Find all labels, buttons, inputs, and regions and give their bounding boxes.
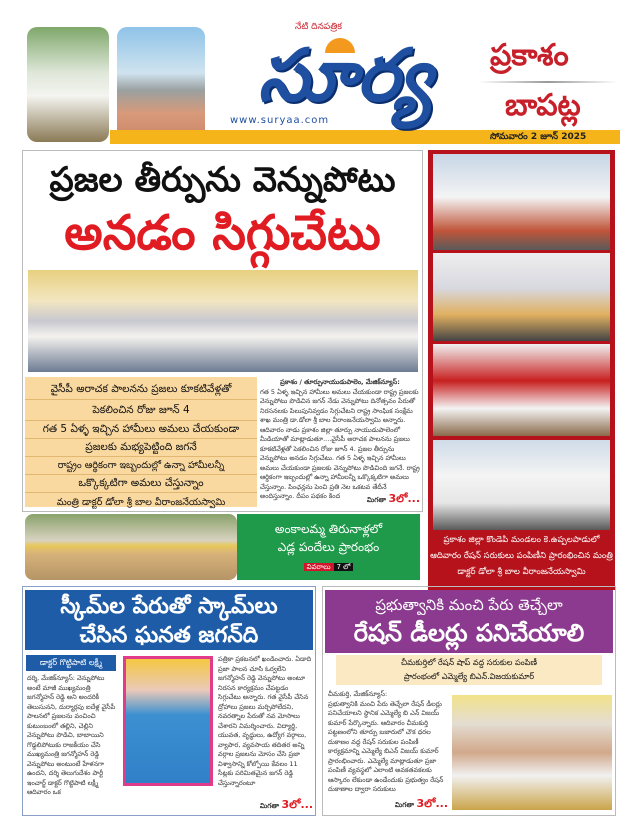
highlight-line: వైసీపీ అరాచక పాలనను ప్రజలు కూకటివేళ్లతో — [25, 379, 257, 400]
scams-body-col2: పత్రికా ప్రకటనలో ఖండించారు. ఏడాది ప్రజా పాలన చూసి ఓర్వలేని జగన్మోహన్ రెడ్డి వెన్నుపోటు అంటూ నిరసన కార్యక్రమం చేపట్టడం సిగ్గుచేటు అన్నారు. గత వైసీపీ చేసిన ద్రోహాలు ప్రజలు మర్చిపోలేదని, నవరత్నాల పేరుతో నవ మోసాలు చేశారని విమర్శించారు. విద్యార్థి, యువత, వృద్ధులు, ఉద్యోగ వర్గాలు, వ్యాపార, వ్యవసాయ తదితర అన్ని వర్గాల ప్రజలను మోసం చేసి ప్రజా విశ్వాసాన్ని కోల్పోయి కేవలం 11 సీట్లకు పరిమితమైన జగన్ రెడ్డి చేస్తున్నారంటూ — [218, 655, 312, 787]
lead-headline-2: అనడం సిగ్గుచేటు — [64, 205, 381, 261]
edition-name-1: ప్రకాశం — [490, 38, 569, 73]
highlight-line: ప్రజలకు మభ్యపెట్టింది జగనే — [25, 439, 257, 457]
highlight-line: గత 5 ఏళ్ళ ఇచ్చిన హామీలు అమలు చేయకుండా — [25, 421, 257, 439]
ration-body: ప్రభుత్వానికి మంచి పేరు తెచ్చేలా రేషన్ డీలర్లు పనిచేయాలని స్థానిక ఎమ్మెల్యే బి ఎన్ విజయ్ కుమార్ పేర్కొన్నారు. ఆదివారం చీమకుర్తి పట్టణంలోని తూర్పు బజారులో చౌక ధరల దుకాణం వద్ద రేషన్ సరుకుల పంపిణీ కార్యక్రమాన్ని ఎమ్మెల్యే బిఎన్ విజయ్ కుమార్ ప్రారంభించారు. ఎమ్మెల్యే మాట్లాడుతూ ప్రజా పంపిణీ వ్యవస్థలో ఎలాంటి అవకతవకలకు ఆస్కారం లేకుండా ఉండేందుకు ప్రభుత్వం రేషన్ దుకాణాల ద్వారా సరుకులు — [328, 699, 444, 793]
right-photo-column — [428, 150, 615, 590]
scams-body-col2-wrap — [218, 655, 313, 813]
scams-headline: స్కీమ్‌ల పేరుతో స్కామ్‌లు చేసిన ఘనత జగన్‌ది — [25, 590, 313, 650]
issue-date: సోమవారం 2 జూన్ 2025 — [490, 132, 587, 142]
lead-headline-1: ప్రజల తీర్పును వెన్నుపోటు — [49, 160, 396, 200]
continued-link[interactable]: మిగతా 3లో... — [394, 796, 448, 810]
teaser-line-2: ఎడ్ల పందేలు ప్రారంభం — [277, 540, 380, 554]
highlight-line: పెకలించిన రోజు జూన్ 4 — [25, 400, 257, 421]
masthead-photo-bull — [27, 27, 109, 142]
photo-minister-3 — [433, 344, 610, 436]
bull-race-photo — [25, 514, 237, 580]
lead-dateline: ప్రకాశం / తూర్పునాయుడుపాలెం, మేజిక్‌న్యూస్: — [280, 378, 400, 386]
photo-minister-1 — [433, 154, 610, 250]
photo-minister-4 — [433, 440, 610, 530]
continued-link[interactable]: మిగతా 3లో... — [259, 798, 313, 811]
lead-body-column — [260, 378, 420, 508]
scams-body-col1: దర్శి, మేజిక్‌న్యూస్: వెన్నుపోటు అంటే మాజీ ముఖ్యమంత్రి జగన్మోహన్ రెడ్డి అని అందరికీ తెలుసునని, దుర్మార్గపు ఐదేళ్ల వైసీపీ పాలనలో ప్రజలను వంచించి కుటుంబంలో తల్లిని, చెల్లిని వెన్నుపోటు పొడిచి, బాబాయిని గొడ్డలిపోటుకు రాజకీయం చేసి ముఖ్యమంత్రి జగన్మోహన్ రెడ్డి వెన్నుపోటు అంటుంటే హేళనగా ఉందని, దర్శి తెలుగుదేశం పార్టీ ఇంచార్జ్ డాక్టర్ గొట్టిపాటి లక్ష్మీ ఆదివారం ఒక — [27, 674, 116, 796]
highlight-line: రాష్ట్రం ఆర్థికంగా ఇబ్బందుల్లో ఉన్నా హామీలన్నీ — [25, 457, 257, 475]
speaker-photo — [123, 656, 213, 786]
ration-dateline: చీమకుర్తి, మేజిక్‌న్యూస్: — [328, 690, 388, 698]
masthead-photo-beach — [117, 27, 205, 142]
ration-headline: ప్రభుత్వానికి మంచి పేరు తెచ్చేలా రేషన్ డీలర్లు పనిచేయాలి — [325, 590, 613, 653]
photo-minister-2 — [433, 253, 610, 341]
lead-highlights — [25, 377, 257, 507]
right-photo-caption: ప్రకాశం జిల్లా కొండెపి మండలం కె.ఉప్పలపాడులో ఆదివారం రేషన్ సరుకులు పంపిణీని ప్రారంభించిన మంత్రి డాక్టర్ డోలా శ్రీ బాల వీరాంజనేయస్వామి — [430, 535, 613, 577]
details-tag[interactable]: వివరాలు 7 లో — [304, 562, 354, 573]
newspaper-logo: సూర్య — [257, 33, 433, 117]
bull-race-teaser[interactable] — [237, 514, 420, 580]
highlight-line: ఒక్కొక్కటిగా అమలు చేస్తున్నాం — [25, 475, 257, 493]
ration-subheadline: చీమకుర్తిలో రేషన్ షాప్ వద్ద సరుకుల పంపిణీ ప్రారంభంలో ఎమ్మెల్యే బిఎన్.విజయకుమార్ — [336, 655, 602, 685]
divider — [478, 81, 618, 83]
lead-photo — [28, 270, 418, 372]
website-url[interactable]: www.suryaa.com — [230, 115, 330, 126]
ration-distribution-photo — [452, 695, 612, 810]
teaser-line-1: అంకాలమ్మ తిరునాళ్లలో — [274, 522, 383, 536]
highlight-line: మంత్రి డాక్టర్ డోలా శ్రీ బాల వీరాంజనేయస్వామి — [56, 497, 226, 508]
lead-body: గత 5 ఏళ్ళ ఇచ్చిన హామీలు అమలు చేయకుండా రాష్ట్ర ప్రజలకు వెన్నుపోటు పొడిచిన జగన్ నేడు వెన్నుపోటు దినోత్సవం పేరుతో నిరసనలకు పిలుపునివ్వడం సిగ్గుచేటని రాష్ట్ర సాంఘిక సంక్షేమ శాఖ మంత్రి డా.డోలా శ్రీ బాల వీరాంజనేయస్వామి అన్నారు. ఆదివారం నాడు ప్రకాశం జిల్లా తూర్పు నాయుడుపాలెంలో మీడియాతో మాట్లాడుతూ....వైసీపీ అరాచక పాలనను ప్రజలు కూకటివేళ్లతో పెకలించిన రోజు జూన్ 4. ప్రజల తీర్పును వెన్నుపోటు అనడం సిగ్గుచేటు. గత 5 ఏళ్ళ ఇచ్చిన హామీలు అమలు చేయకుండా ప్రజలకు వెన్నుపోటు పొడిచింది జగనే. రాష్ట్ర ఆర్థికంగా ఇబ్బందుల్లో ఉన్నా హామీలన్నీ ఒక్కొక్కటిగా అమలు చేస్తున్నాం. పింఛన్లను పెంచి ప్రతి నెల ఒకటవ తేదీనే అందిస్తున్నాం. దీపం పథకం కింద — [260, 387, 420, 500]
scams-byline: డాక్టర్ గొట్టిపాటి లక్ష్మీ — [26, 655, 116, 671]
ration-body-column — [328, 690, 448, 812]
edition-name-2: బాపట్ల — [505, 88, 581, 123]
continued-link[interactable]: మిగతా 3లో... — [366, 491, 420, 505]
masthead-tagline: నేటి దినపత్రిక — [295, 22, 342, 32]
